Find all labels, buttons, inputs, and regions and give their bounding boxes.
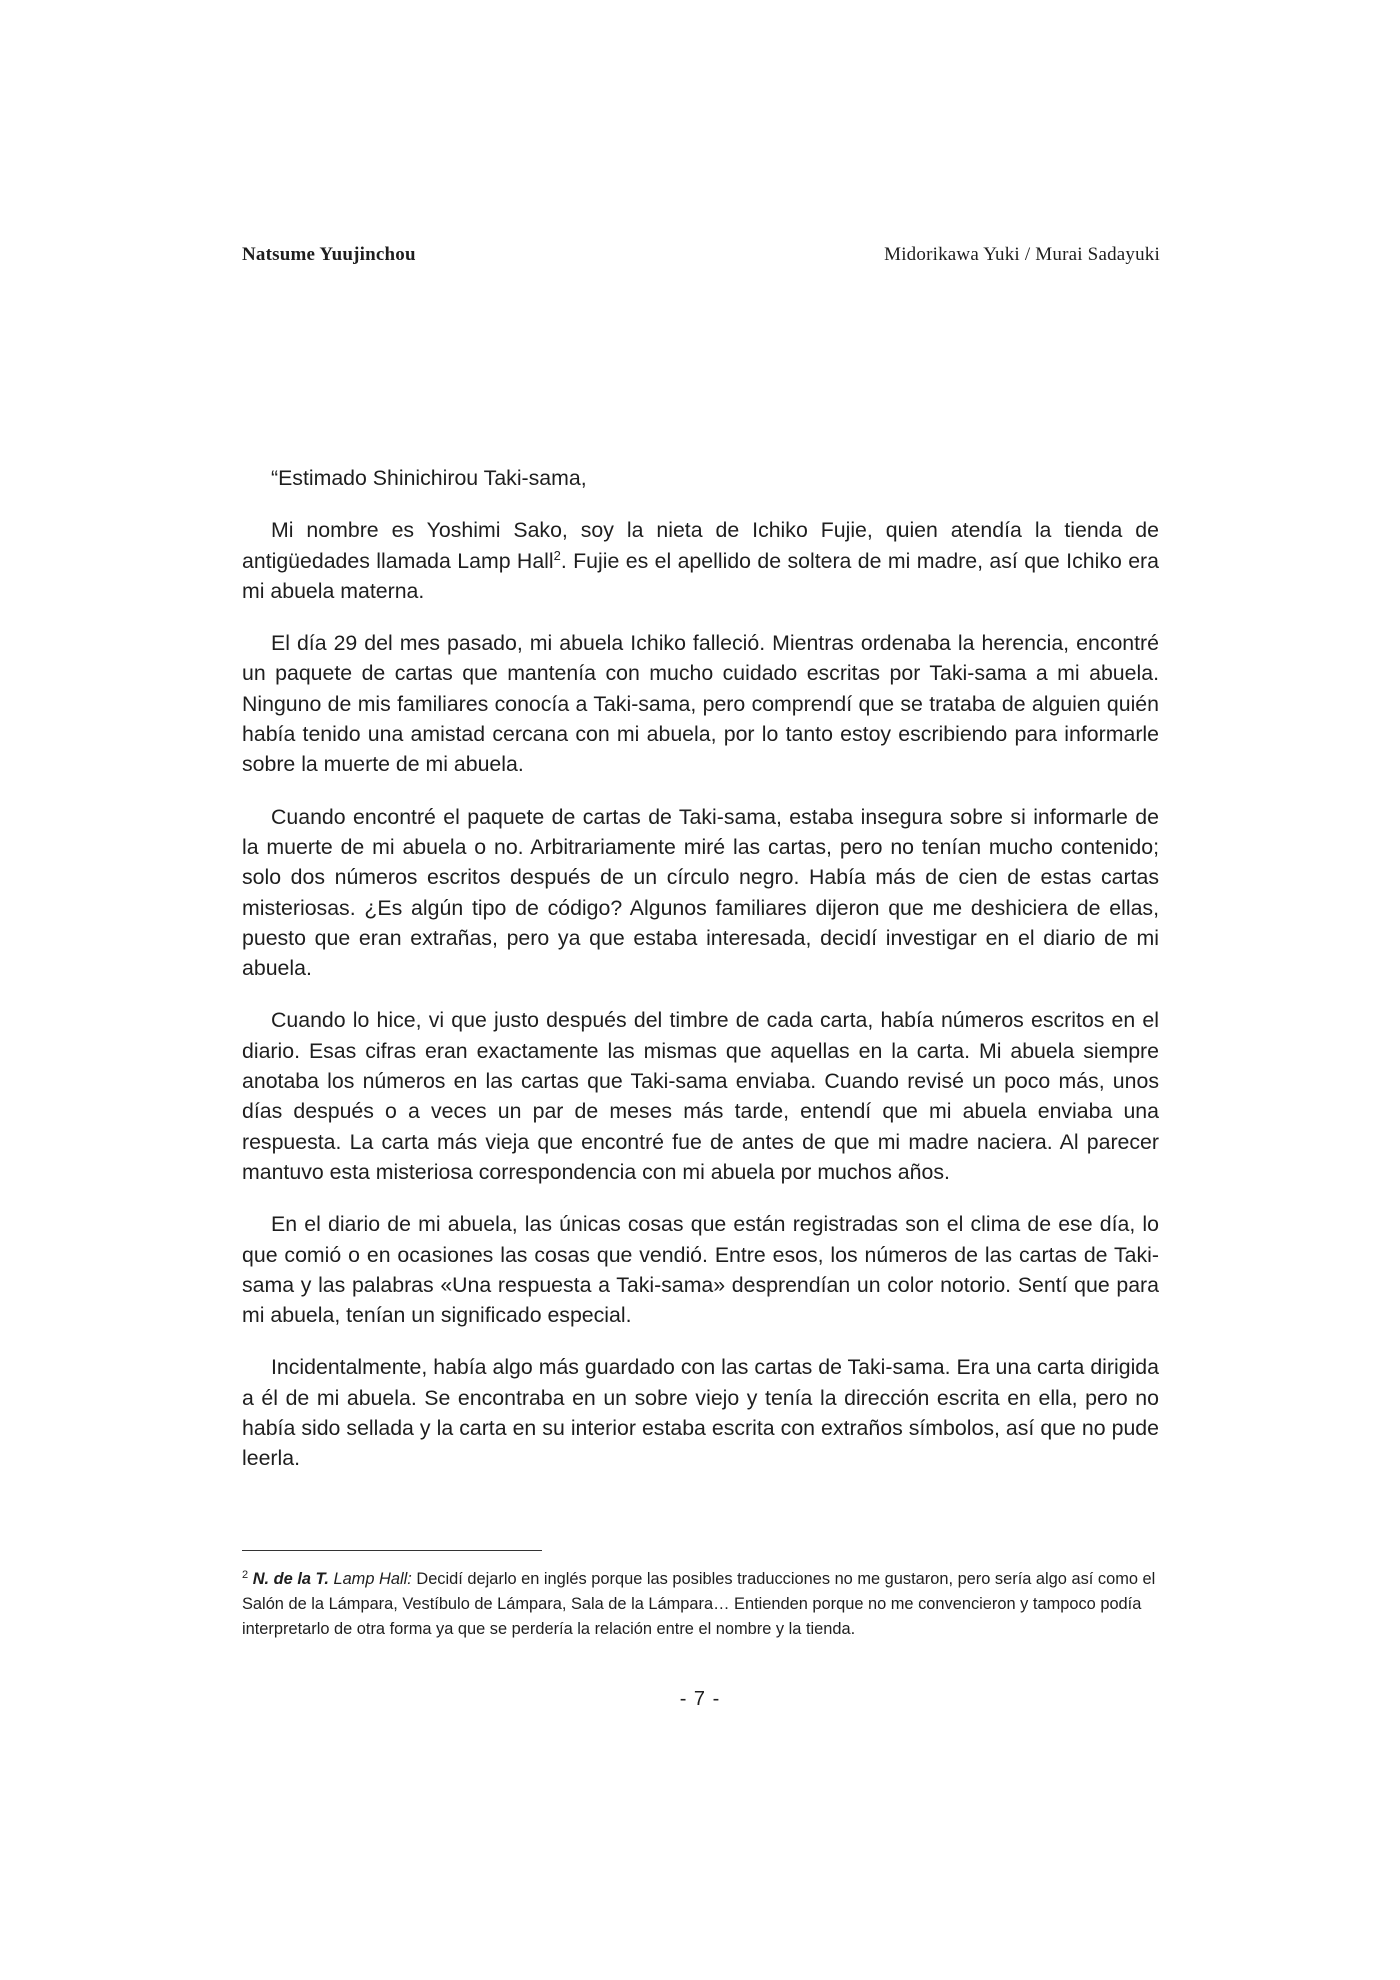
footnote xyxy=(242,1567,1160,1642)
letter-paragraph-4: Cuando lo hice, vi que justo después del timbre de cada carta, había números escritos en el diario. Esas cifras eran exactamente las mismas que aquellas en la carta. Mi abuela siempre anotaba los números en las cartas que Taki-sama enviaba. Cuando revisé un poco más, unos días después o a veces un par de meses más tarde, entendí que mi abuela enviaba una respuesta. La carta más vieja que encontré fue de antes de que mi madre naciera. Al parecer mantuvo esta misteriosa correspondencia con mi abuela por muchos años. xyxy=(242,1008,1159,1184)
letter-paragraph-1 xyxy=(242,515,1159,606)
footnote-number: 2 xyxy=(242,1569,249,1581)
footnote-divider xyxy=(242,1550,542,1551)
footnote-term: Lamp Hall: xyxy=(333,1570,412,1588)
running-header xyxy=(242,244,1160,266)
letter-paragraph-5: En el diario de mi abuela, las únicas cosas que están registradas son el clima de ese día, lo que comió o en ocasiones las cosas que vendió. Entre esos, los números de las cartas de Taki-sama y las palabras «Una respuesta a Taki-sama» desprendían un color notorio. Sentí que para mi abuela, tenían un significado especial. xyxy=(242,1212,1159,1328)
paragraph-1-text: Mi nombre es Yoshimi Sako, soy la nieta de Ichiko Fujie, quien atendía la tienda de antigüedades llamada Lamp Hall xyxy=(242,518,1159,573)
letter-paragraph-3: Cuando encontré el paquete de cartas de Taki-sama, estaba insegura sobre si informarle de la muerte de mi abuela o no. Arbitrariamente miré las cartas, pero no tenían mucho contenido; solo dos números escritos después de un círculo negro. Había más de cien de estas cartas misteriosas. ¿Es algún tipo de código? Algunos familiares dijeron que me deshiciera de ellas, puesto que eran extrañas, pero ya que estaba interesada, decidí investigar en el diario de mi abuela. xyxy=(242,804,1159,981)
letter-body xyxy=(242,463,1159,1496)
book-authors: Midorikawa Yuki / Murai Sadayuki xyxy=(884,244,1160,265)
book-title: Natsume Yuujinchou xyxy=(242,244,416,265)
letter-salutation: “Estimado Shinichirou Taki-sama, xyxy=(271,466,587,490)
page-number: - 7 - xyxy=(679,1688,721,1710)
paragraph-1-text-continued: . Fujie es el apellido de soltera de mi madre, así que Ichiko era mi abuela materna. xyxy=(242,548,1159,603)
footnote-reference: 2 xyxy=(553,547,561,563)
footnote-text: Decidí dejarlo en inglés porque las posibles traducciones no me gustaron, pero sería algo así como el Salón de la Lámpara, Vestíbulo de Lámpara, Sala de la Lámpara… Entienden porque no me convencieron y tampoco podía interpretarlo de otra forma ya que se perdería la relación entre el nombre y la tienda. xyxy=(242,1570,1156,1638)
letter-paragraph-2: El día 29 del mes pasado, mi abuela Ichiko falleció. Mientras ordenaba la herencia, encontré un paquete de cartas que mantenía con mucho cuidado escritas por Taki-sama a mi abuela. Ninguno de mis familiares conocía a Taki-sama, pero comprendí que se trataba de alguien quién había tenido una amistad cercana con mi abuela, por lo tanto estoy escribiendo para informarle sobre la muerte de mi abuela. xyxy=(242,631,1159,777)
letter-paragraph-6: Incidentalmente, había algo más guardado con las cartas de Taki-sama. Era una carta dirigida a él de mi abuela. Se encontraba en un sobre viejo y tenía la dirección escrita en ella, pero no había sido sellada y la carta en su interior estaba escrita con extraños símbolos, así que no pude leerla. xyxy=(242,1355,1159,1471)
footnote-label: N. de la T. xyxy=(252,1570,329,1588)
